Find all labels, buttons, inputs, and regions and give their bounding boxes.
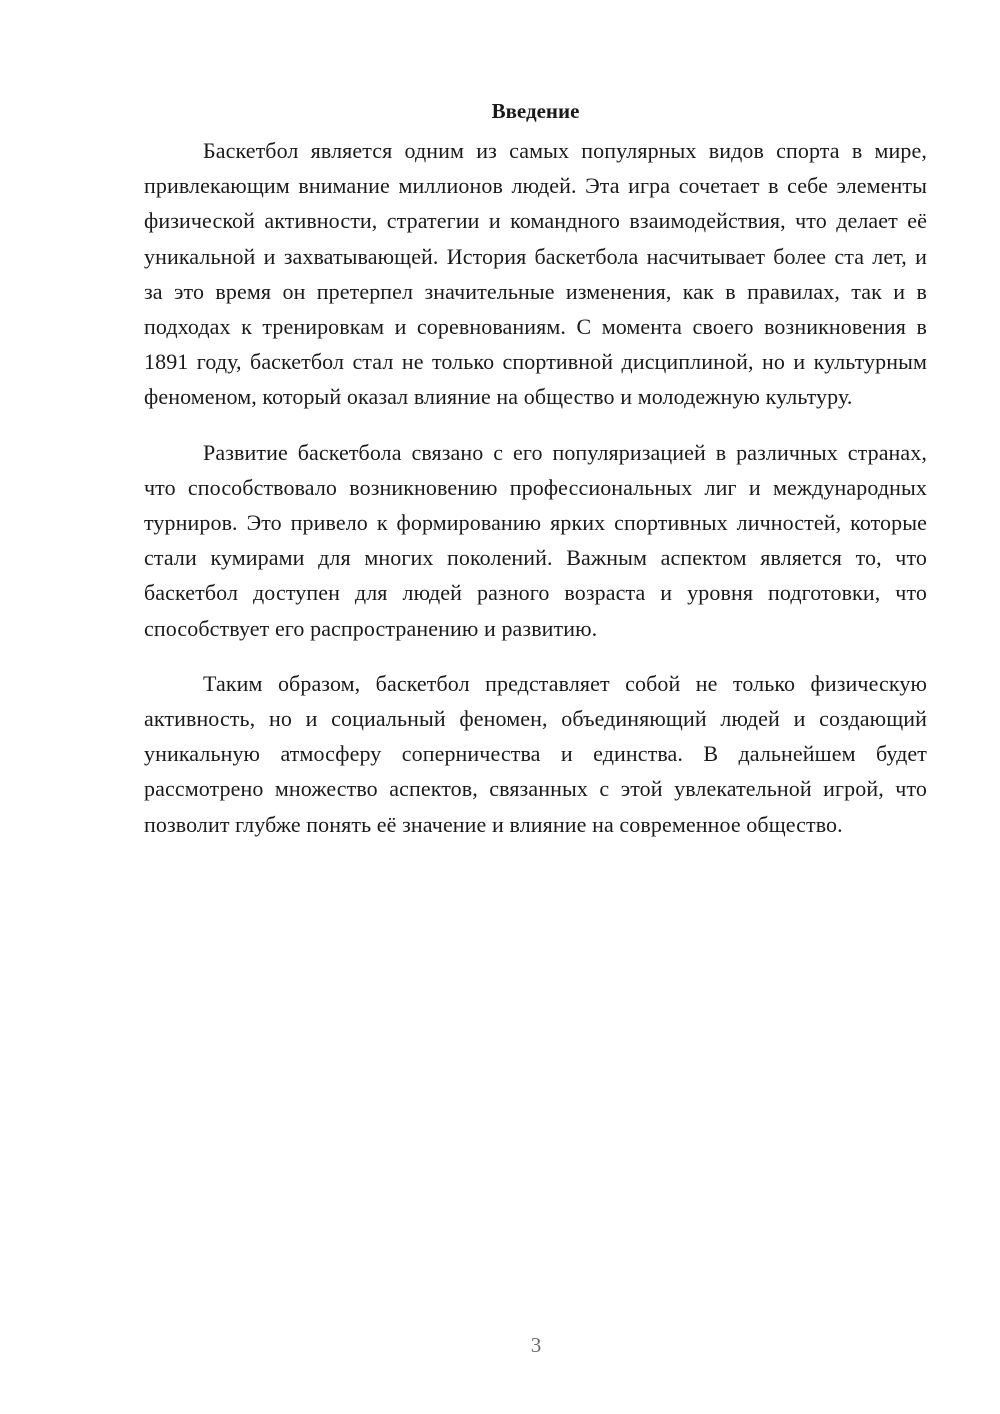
paragraph-3: Таким образом, баскетбол представляет собой не только физическую активность, но и социальный феномен, объединяющий людей и создающий уникальную атмосферу соперничества и единства. В дальнейшем будет рассмотрено множество аспектов, связанных с этой увлекательной игрой, что позволит глубже понять её значение и влияние на современное общество. (144, 670, 927, 837)
page-content (144, 97, 927, 862)
section-title: Введение (491, 99, 580, 123)
page-number-footer (0, 1333, 1000, 1358)
paragraph-2: Развитие баскетбола связано с его популяризацией в различных странах, что способствовало возникновению профессиональных лиг и международных турниров. Это привело к формированию ярких спортивных личностей, которые стали кумирами для многих поколений. Важным аспектом является то, что баскетбол доступен для людей разного возраста и уровня подготовки, что способствует его распространению и развитию. (144, 439, 927, 641)
paragraph-1: Баскетбол является одним из самых популярных видов спорта в мире, привлекающим внимание миллионов людей. Эта игра сочетает в себе элементы физической активности, стратегии и командного взаимодействия, что делает её уникальной и захватывающей. История баскетбола насчитывает более ста лет, и за это время он претерпел значительные изменения, как в правилах, так и в подходах к тренировкам и соревнованиям. С момента своего возникновения в 1891 году, баскетбол стал не только спортивной дисциплиной, но и культурным феноменом, который оказал влияние на общество и молодежную культуру. (144, 138, 927, 410)
page-number: 3 (530, 1333, 542, 1357)
